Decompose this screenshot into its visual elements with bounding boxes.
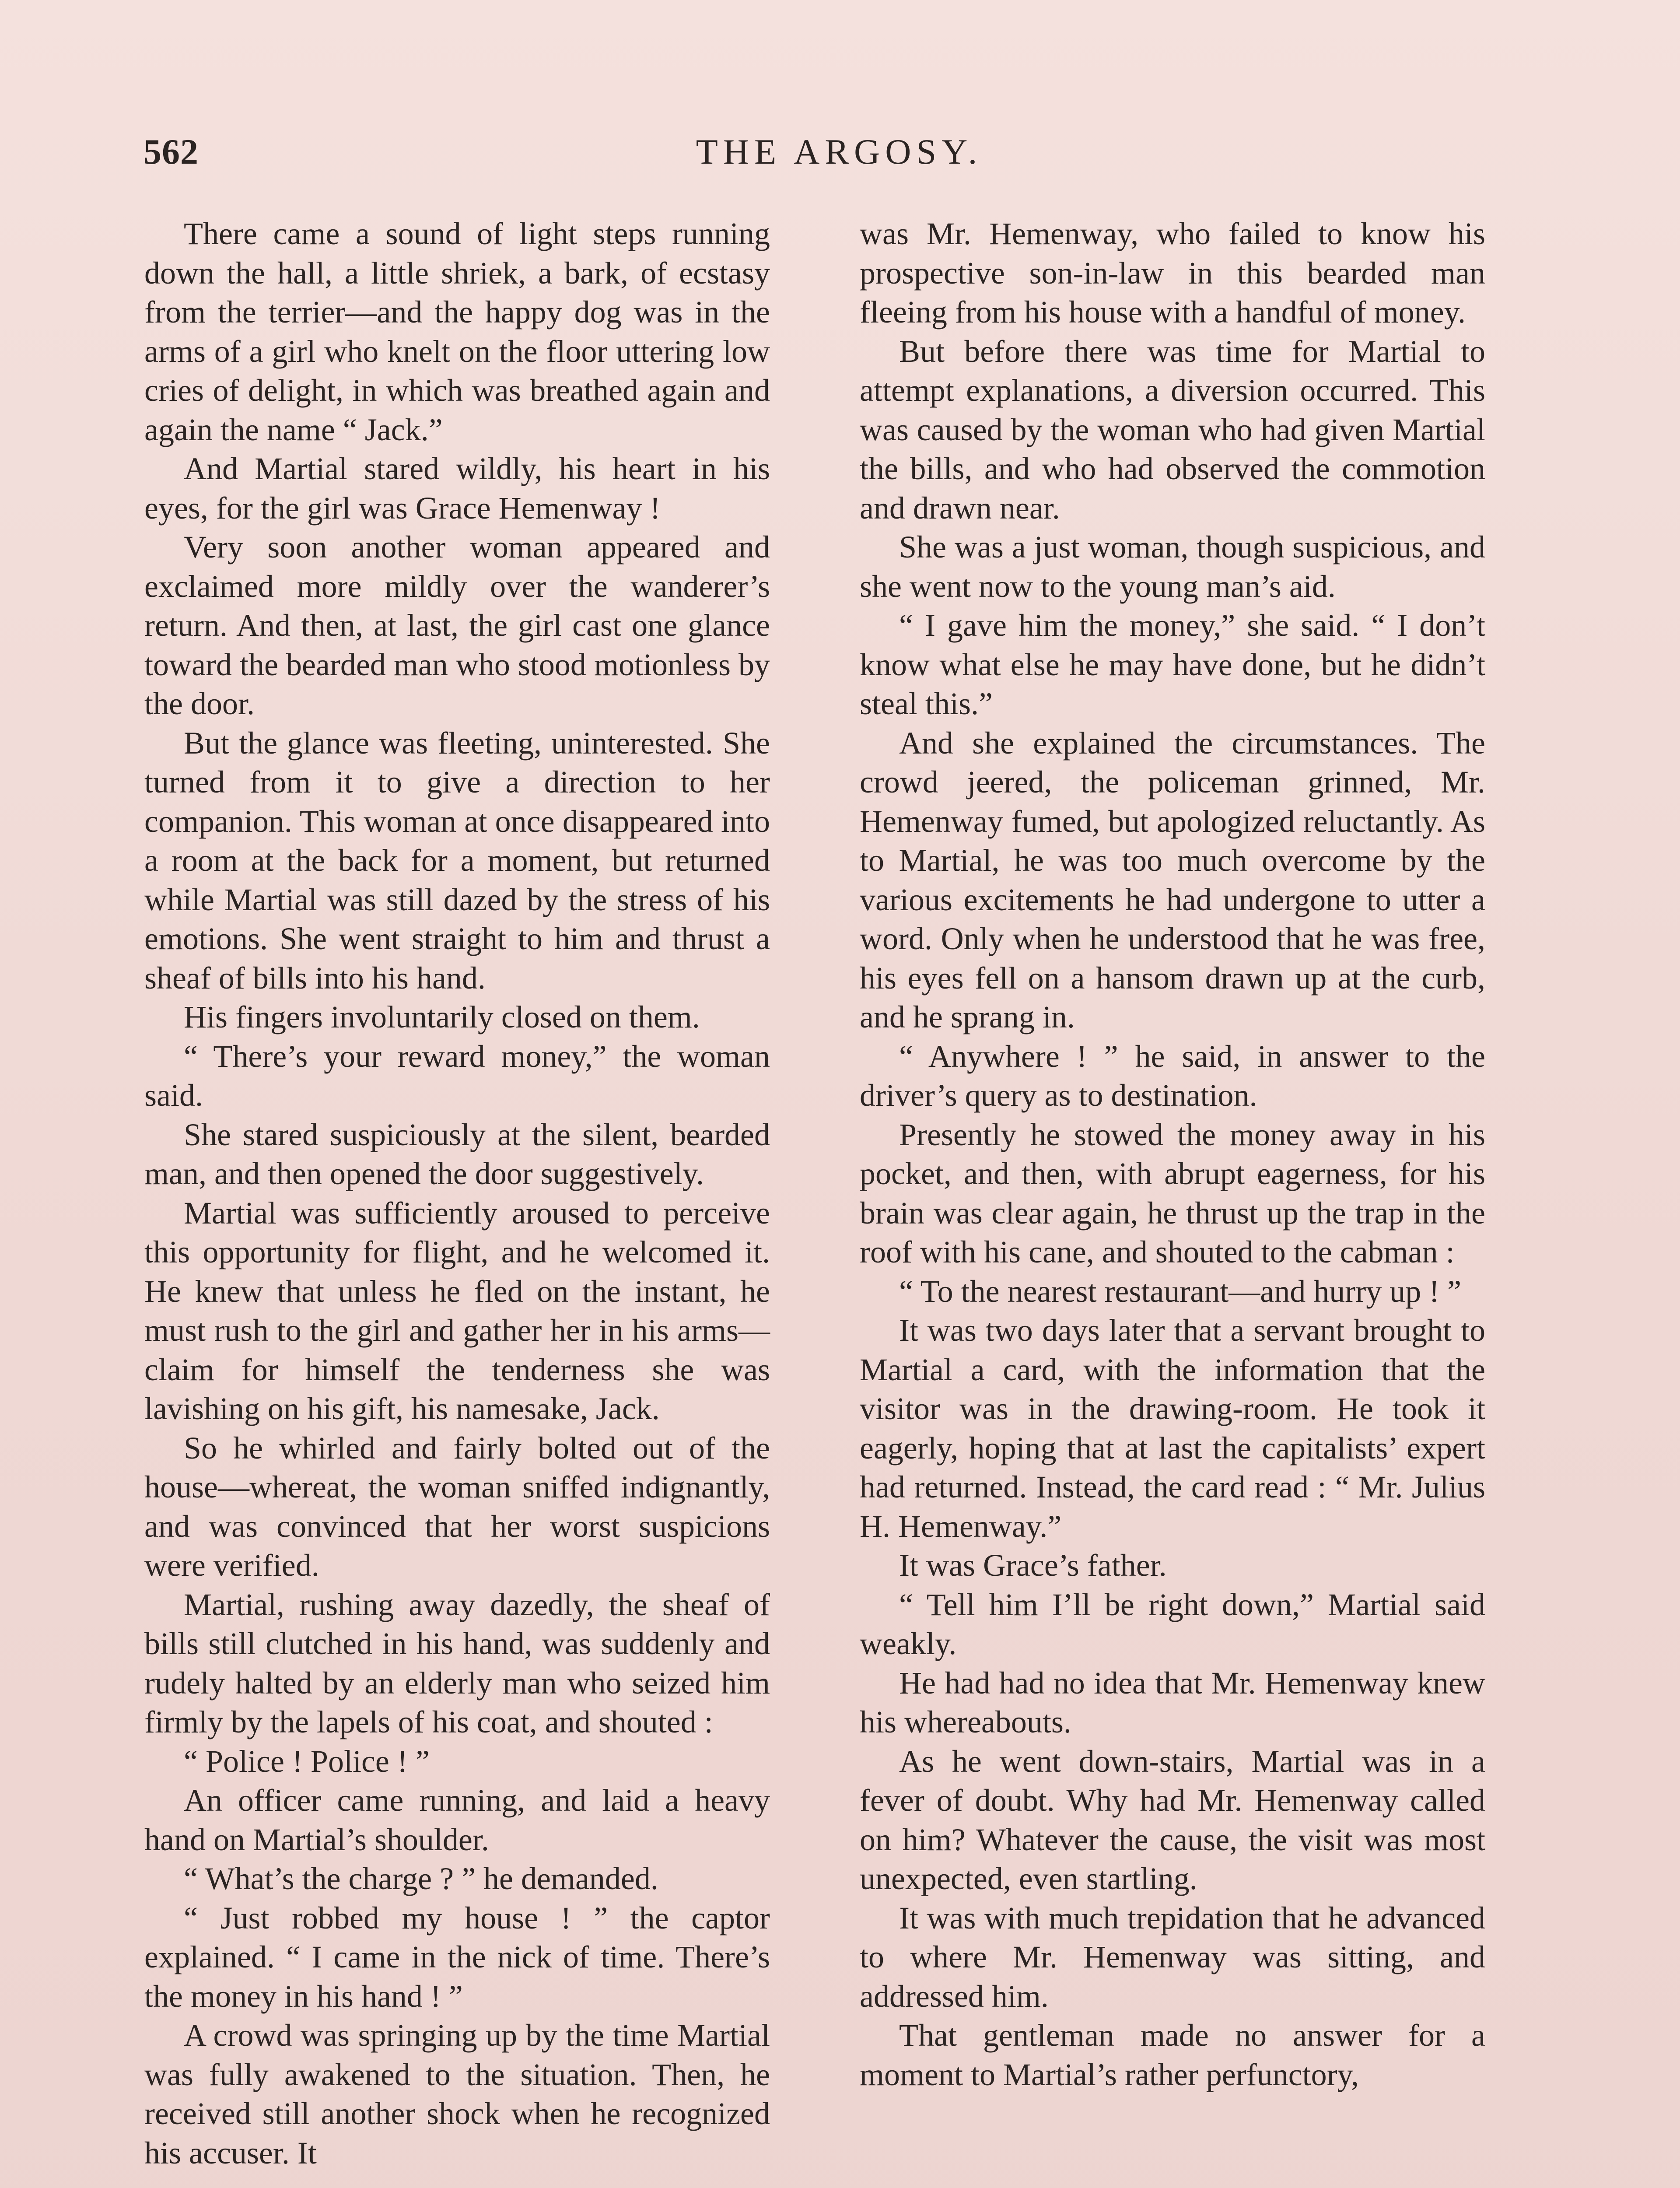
paragraph: And she explained the circumstances. The crowd jeered, the policeman grinned, Mr. Hemenway fumed, but apologized reluctantly. As to Martial, he was too much overcome by the various excitements he had undergone to utter a word. Only when he understood that he was free, his eyes fell on a hansom drawn up at the curb, and he sprang in.: [860, 725, 1485, 1034]
paragraph: “ Police ! Police ! ”: [184, 1743, 430, 1779]
paragraph: There came a sound of light steps running down the hall, a little shriek, a bark, of ecstasy from the terrier—and the happy dog was in the arms of a girl who knelt on the floor uttering low cries of delight, in which was breathed again and again the name “ Jack.”: [144, 216, 770, 447]
paragraph: She stared suspiciously at the silent, bearded man, and then opened the door suggestively.: [144, 1117, 770, 1191]
paragraph: But before there was time for Martial to attempt explanations, a diversion occurred. This was caused by the woman who had given Martial the bills, and who had observed the commotion and drawn near.: [860, 333, 1485, 526]
paragraph: “ To the nearest restaurant—and hurry up ! ”: [899, 1273, 1462, 1309]
paragraph: Martial, rushing away dazedly, the sheaf of bills still clutched in his hand, was suddenly and rudely halted by an elderly man who seized him firmly by the lapels of his coat, and shouted :: [144, 1587, 770, 1739]
paragraph: As he went down-stairs, Martial was in a fever of doubt. Why had Mr. Hemenway called on him? Whatever the cause, the visit was most unexpected, even startling.: [860, 1743, 1485, 1896]
paragraph: His fingers involuntarily closed on them.: [184, 999, 700, 1034]
page-number: 562: [144, 132, 199, 172]
paragraph: But the glance was fleeting, uninterested. She turned from it to give a direction to her companion. This woman at once disappeared into a room at the back for a moment, but returned while Martial was still dazed by the stress of his emotions. She went straight to him and thrust a sheaf of bills into his hand.: [144, 725, 770, 996]
paragraph: He had had no idea that Mr. Hemenway knew his whereabouts.: [860, 1665, 1485, 1739]
paragraph: “ Just robbed my house ! ” the captor explained. “ I came in the nick of time. There’s the money in his hand ! ”: [144, 1900, 770, 2014]
paragraph: She was a just woman, though suspicious, and she went now to the young man’s aid.: [860, 529, 1485, 604]
paragraph: “ I gave him the money,” she said. “ I don’t know what else he may have done, but he didn’t steal this.”: [860, 608, 1485, 721]
right-column: [860, 214, 1485, 2094]
paragraph: It was two days later that a servant brought to Martial a card, with the information that the visitor was in the drawing-room. He took it eagerly, hoping that at last the capitalists’ expert had returned. Instead, the card read : “ Mr. Julius H. Hemenway.”: [860, 1313, 1485, 1544]
running-head: THE ARGOSY.: [696, 132, 983, 172]
paragraph: “ What’s the charge ? ” he demanded.: [184, 1861, 658, 1896]
paragraph: It was Grace’s father.: [899, 1548, 1167, 1583]
paragraph: An officer came running, and laid a heavy hand on Martial’s shoulder.: [144, 1783, 770, 1857]
paragraph: “ Anywhere ! ” he said, in answer to the driver’s query as to destination.: [860, 1038, 1485, 1113]
paragraph: So he whirled and fairly bolted out of the house—whereat, the woman sniffed indignantly, and was convinced that her worst suspicions were verified.: [144, 1430, 770, 1583]
paragraph: “ Tell him I’ll be right down,” Martial said weakly.: [860, 1587, 1485, 1661]
paragraph: Presently he stowed the money away in his pocket, and then, with abrupt eagerness, for his brain was clear again, he thrust up the trap in the roof with his cane, and shouted to the cabman :: [860, 1117, 1485, 1269]
paragraph: A crowd was springing up by the time Martial was fully awakened to the situation. Then, he received still another shock when he recognized his accuser. It: [144, 2018, 770, 2170]
left-column: [144, 214, 770, 2173]
paragraph: Martial was sufficiently aroused to perceive this opportunity for flight, and he welcomed it. He knew that unless he fled on the instant, he must rush to the girl and gather her in his arms—claim for himself the tenderness she was lavishing on his gift, his namesake, Jack.: [144, 1195, 770, 1426]
paragraph: Very soon another woman appeared and exclaimed more mildly over the wanderer’s return. And then, at last, the girl cast one glance toward the bearded man who stood motionless by the door.: [144, 529, 770, 721]
paragraph: It was with much trepidation that he advanced to where Mr. Hemenway was sitting, and addressed him.: [860, 1900, 1485, 2014]
paragraph-continued: was Mr. Hemenway, who failed to know his prospective son-in-law in this bearded man fleeing from his house with a handful of money.: [860, 216, 1485, 330]
paragraph: “ There’s your reward money,” the woman said.: [144, 1038, 770, 1113]
paragraph: And Martial stared wildly, his heart in his eyes, for the girl was Grace Hemenway !: [144, 451, 770, 526]
page-header: [144, 131, 1535, 179]
paragraph: That gentleman made no answer for a moment to Martial’s rather perfunctory,: [860, 2018, 1485, 2092]
